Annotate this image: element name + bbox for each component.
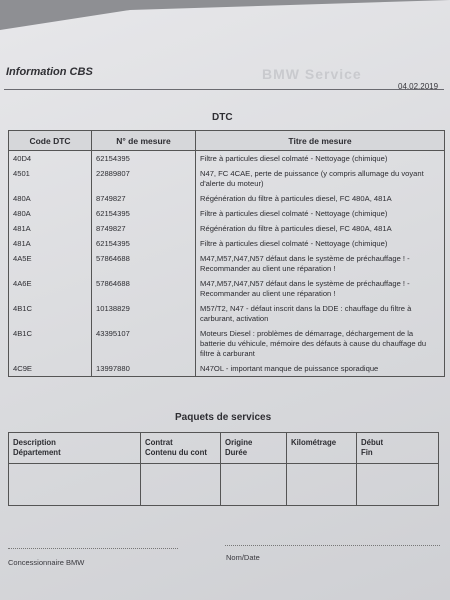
table-row: [9, 236, 445, 251]
mesure-title-cell: M57/T2, N47 - défaut inscrit dans la DDE : chauffage du filtre à carburant, activation: [196, 301, 445, 326]
mesure-title-cell: Filtre à particules diesel colmaté - Nettoyage (chimique): [196, 151, 445, 167]
services-empty-row: [9, 464, 439, 506]
mesure-number-cell: 8749827: [92, 191, 196, 206]
table-row: [9, 166, 445, 191]
mesure-title-cell: N47OL - important manque de puissance sporadique: [196, 361, 445, 377]
mesure-title-cell: Filtre à particules diesel colmaté - Nettoyage (chimique): [196, 206, 445, 221]
col-header-line1: Début: [361, 438, 384, 447]
services-col-header: [287, 433, 357, 464]
dtc-code-cell: 4501: [9, 166, 92, 191]
services-header-row: [9, 433, 439, 464]
services-empty-cell: [221, 464, 287, 506]
services-col-header: [357, 433, 439, 464]
services-section-title: Paquets de services: [175, 412, 272, 423]
table-row: [9, 206, 445, 221]
dtc-code-cell: 480A: [9, 206, 92, 221]
mesure-number-cell: 62154395: [92, 206, 196, 221]
mesure-number-cell: 13997880: [92, 361, 196, 377]
dtc-table: [8, 130, 445, 377]
mesure-number-cell: 10138829: [92, 301, 196, 326]
table-row: [9, 276, 445, 301]
col-header-line2: Durée: [225, 448, 248, 457]
table-row: [9, 301, 445, 326]
col-header-code: Code DTC: [9, 131, 92, 151]
dtc-code-cell: 480A: [9, 191, 92, 206]
name-date-line: [225, 545, 440, 546]
table-row: [9, 151, 445, 167]
mesure-number-cell: 62154395: [92, 236, 196, 251]
dealer-signature-line: [8, 548, 178, 549]
mesure-title-cell: Régénération du filtre à particules diesel, FC 480A, 481A: [196, 221, 445, 236]
dtc-code-cell: 481A: [9, 236, 92, 251]
dtc-code-cell: 481A: [9, 221, 92, 236]
mesure-title-cell: Régénération du filtre à particules diesel, FC 480A, 481A: [196, 191, 445, 206]
table-row: [9, 251, 445, 276]
dtc-code-cell: 4A6E: [9, 276, 92, 301]
col-header-line1: Kilométrage: [291, 438, 337, 447]
table-row: [9, 326, 445, 361]
mesure-number-cell: 57864688: [92, 276, 196, 301]
services-table: [8, 432, 439, 506]
dtc-code-cell: 4A5E: [9, 251, 92, 276]
services-col-header: [221, 433, 287, 464]
col-header-line1: Contrat: [145, 438, 173, 447]
mesure-number-cell: 62154395: [92, 151, 196, 167]
table-row: [9, 361, 445, 377]
services-col-header: [141, 433, 221, 464]
col-header-line2: Fin: [361, 448, 373, 457]
services-empty-cell: [141, 464, 221, 506]
dtc-code-cell: 4B1C: [9, 326, 92, 361]
document-title: Information CBS: [6, 66, 93, 78]
col-header-line1: Description: [13, 438, 56, 447]
mesure-number-cell: 22889807: [92, 166, 196, 191]
mesure-title-cell: Filtre à particules diesel colmaté - Nettoyage (chimique): [196, 236, 445, 251]
services-col-header: [9, 433, 141, 464]
dtc-code-cell: 4B1C: [9, 301, 92, 326]
col-header-titre: Titre de mesure: [196, 131, 445, 151]
col-header-line2: Département: [13, 448, 61, 457]
table-row: [9, 191, 445, 206]
dtc-code-cell: 4C9E: [9, 361, 92, 377]
header-divider: [4, 89, 444, 90]
services-empty-cell: [9, 464, 141, 506]
name-date-label: Nom/Date: [226, 553, 260, 562]
dtc-section-title: DTC: [212, 112, 233, 123]
mesure-number-cell: 8749827: [92, 221, 196, 236]
mesure-title-cell: M47,M57,N47,N57 défaut dans le système de préchauffage ! - Recommander au client une réparation !: [196, 251, 445, 276]
mesure-number-cell: 57864688: [92, 251, 196, 276]
col-header-mesure: N° de mesure: [92, 131, 196, 151]
dealer-label: Concessionnaire BMW: [8, 558, 85, 567]
table-row: [9, 221, 445, 236]
col-header-line2: Contenu du cont: [145, 448, 207, 457]
services-empty-cell: [357, 464, 439, 506]
mesure-title-cell: N47, FC 4CAE, perte de puissance (y compris allumage du voyant d'alerte du moteur): [196, 166, 445, 191]
dtc-header-row: [9, 131, 445, 151]
document-date: 04.02.2019: [398, 82, 439, 91]
col-header-line1: Origine: [225, 438, 253, 447]
watermark: BMW Service: [262, 66, 362, 82]
mesure-title-cell: Moteurs Diesel : problèmes de démarrage, déchargement de la batterie du véhicule, mémoire des défauts à cause du chauffage du filtre à carburant: [196, 326, 445, 361]
services-empty-cell: [287, 464, 357, 506]
dtc-code-cell: 40D4: [9, 151, 92, 167]
mesure-title-cell: M47,M57,N47,N57 défaut dans le système de préchauffage ! - Recommander au client une réparation !: [196, 276, 445, 301]
mesure-number-cell: 43395107: [92, 326, 196, 361]
